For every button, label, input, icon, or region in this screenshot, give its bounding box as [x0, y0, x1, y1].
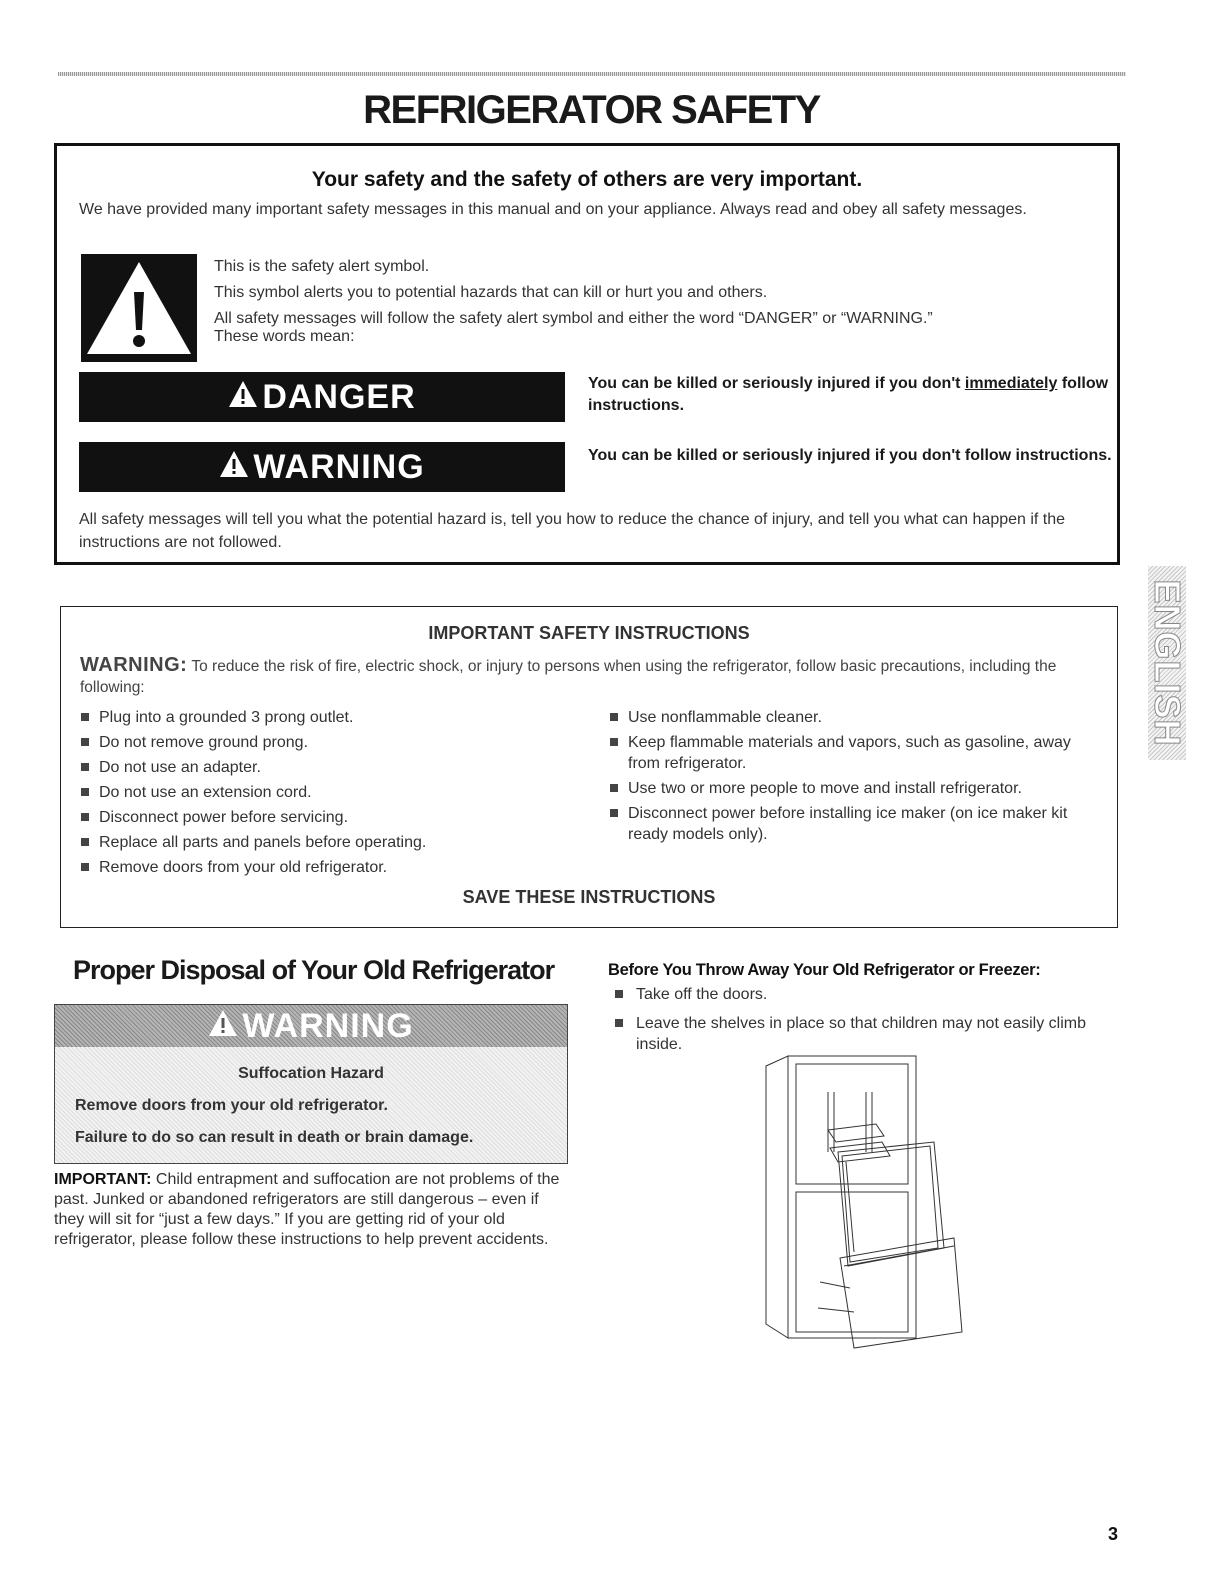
warning-signal-bar: [79, 442, 565, 492]
bullet-icon: [81, 713, 89, 721]
list-item: [610, 707, 1100, 728]
isi-left-list: [81, 707, 561, 882]
warning-description: You can be killed or seriously injured if you don't follow instructions.: [588, 447, 1112, 464]
list-item: [81, 757, 561, 778]
before-heading: Before You Throw Away Your Old Refrigerator or Freezer:: [608, 961, 1041, 979]
safety-info-box: [54, 143, 1120, 565]
safety-intro: We have provided many important safety messages in this manual and on your appliance. Always read and obey all safety messages.: [79, 201, 1027, 218]
list-item-text: Plug into a grounded 3 prong outlet.: [99, 709, 354, 726]
page-number: 3: [1108, 1524, 1119, 1544]
isi-heading: IMPORTANT SAFETY INSTRUCTIONS: [428, 623, 750, 643]
bullet-icon: [610, 713, 618, 721]
disposal-title: Proper Disposal of Your Old Refrigerator: [73, 955, 555, 985]
isi-warning-text: To reduce the risk of fire, electric shock, or injury to persons when using the refrigerator, follow basic precautions, including the following:: [80, 658, 1057, 696]
bullet-icon: [81, 738, 89, 746]
danger-text-emphasis: immediately: [964, 375, 1058, 392]
list-item: [81, 807, 561, 828]
safety-heading: Your safety and the safety of others are very important.: [311, 168, 863, 191]
disposal-warning-bar: [55, 1005, 567, 1047]
alert-symbol-description: [214, 258, 1094, 354]
list-item: [81, 732, 561, 753]
top-rule: [58, 72, 1126, 76]
alert-line: This symbol alerts you to potential hazards that can kill or hurt you and others.: [214, 284, 768, 301]
isi-warning-label: WARNING:: [80, 654, 188, 676]
warning-label: WARNING: [253, 447, 425, 486]
list-item: [81, 782, 561, 803]
disposal-warning-box: [54, 1004, 568, 1164]
list-item: [81, 857, 561, 878]
list-item: [610, 778, 1100, 799]
bullet-icon: [610, 809, 618, 817]
hazard-consequence: Failure to do so can result in death or brain damage.: [75, 1129, 474, 1146]
list-item-text: Do not remove ground prong.: [99, 734, 309, 751]
list-item-text: Use nonflammable cleaner.: [628, 709, 822, 726]
bullet-icon: [81, 813, 89, 821]
alert-line: All safety messages will follow the safety alert symbol and either the word “DANGER” or “WARNING.”: [214, 310, 933, 327]
danger-text-start: You can be killed or seriously injured if you don't: [588, 375, 965, 392]
bullet-icon: [81, 763, 89, 771]
bullet-icon: [610, 738, 618, 746]
warning-triangle-icon: [219, 448, 249, 487]
bullet-icon: [81, 788, 89, 796]
important-note: [54, 1170, 570, 1250]
language-tab-label: ENGLISH: [1147, 579, 1188, 747]
list-item-text: Use two or more people to move and install refrigerator.: [628, 780, 1022, 797]
safety-outro: All safety messages will tell you what the potential hazard is, tell you how to reduce the chance of injury, and tell you what can happen if the instructions are not followed.: [79, 511, 1066, 551]
list-item-text: Keep flammable materials and vapors, such as gasoline, away from refrigerator.: [628, 734, 1071, 772]
list-item-text: Leave the shelves in place so that children may not easily climb inside.: [636, 1015, 1087, 1053]
important-label: IMPORTANT:: [54, 1171, 152, 1188]
danger-text-end: follow instructions.: [588, 375, 1109, 414]
list-item: [81, 707, 561, 728]
safety-alert-icon: [81, 254, 197, 362]
important-text: Child entrapment and suffocation are not problems of the past. Junked or abandoned refrigerators are still dangerous – even if they will sit for “just a few days.” If you are getting rid of your old refrigerator, please follow these instructions to help prevent accidents.: [54, 1171, 560, 1248]
hazard-instruction: Remove doors from your old refrigerator.: [75, 1097, 388, 1114]
bullet-icon: [81, 838, 89, 846]
language-tab: [1148, 566, 1186, 760]
bullet-icon: [615, 1019, 623, 1027]
save-instructions: SAVE THESE INSTRUCTIONS: [462, 887, 716, 907]
disposal-warning-label: WARNING: [242, 1006, 414, 1045]
list-item: [610, 732, 1100, 774]
list-item-text: Disconnect power before installing ice maker (on ice maker kit ready models only).: [628, 805, 1068, 843]
danger-description: [588, 373, 1118, 417]
bullet-icon: [81, 863, 89, 871]
page-title: REFRIGERATOR SAFETY: [363, 88, 820, 132]
list-item-text: Remove doors from your old refrigerator.: [99, 859, 388, 876]
hazard-title: Suffocation Hazard: [238, 1065, 384, 1082]
list-item: [615, 984, 1105, 1005]
bullet-icon: [615, 990, 623, 998]
alert-line: This is the safety alert symbol.: [214, 258, 430, 275]
danger-signal-bar: [79, 372, 565, 422]
isi-warning: [80, 655, 1100, 698]
list-item-text: Do not use an extension cord.: [99, 784, 312, 801]
alert-line: These words mean:: [214, 328, 355, 345]
bullet-icon: [610, 784, 618, 792]
list-item-text: Take off the doors.: [636, 986, 768, 1003]
important-safety-instructions-box: [60, 606, 1118, 928]
list-item: [81, 832, 561, 853]
list-item-text: Replace all parts and panels before operating.: [99, 834, 427, 851]
warning-triangle-icon: [208, 1007, 238, 1046]
list-item-text: Disconnect power before servicing.: [99, 809, 349, 826]
list-item: [610, 803, 1100, 845]
list-item-text: Do not use an adapter.: [99, 759, 261, 776]
warning-triangle-icon: [228, 378, 258, 417]
danger-label: DANGER: [262, 377, 416, 416]
refrigerator-doors-removed-illustration: [758, 1052, 978, 1352]
list-item: [615, 1013, 1105, 1055]
isi-right-list: [610, 707, 1100, 849]
